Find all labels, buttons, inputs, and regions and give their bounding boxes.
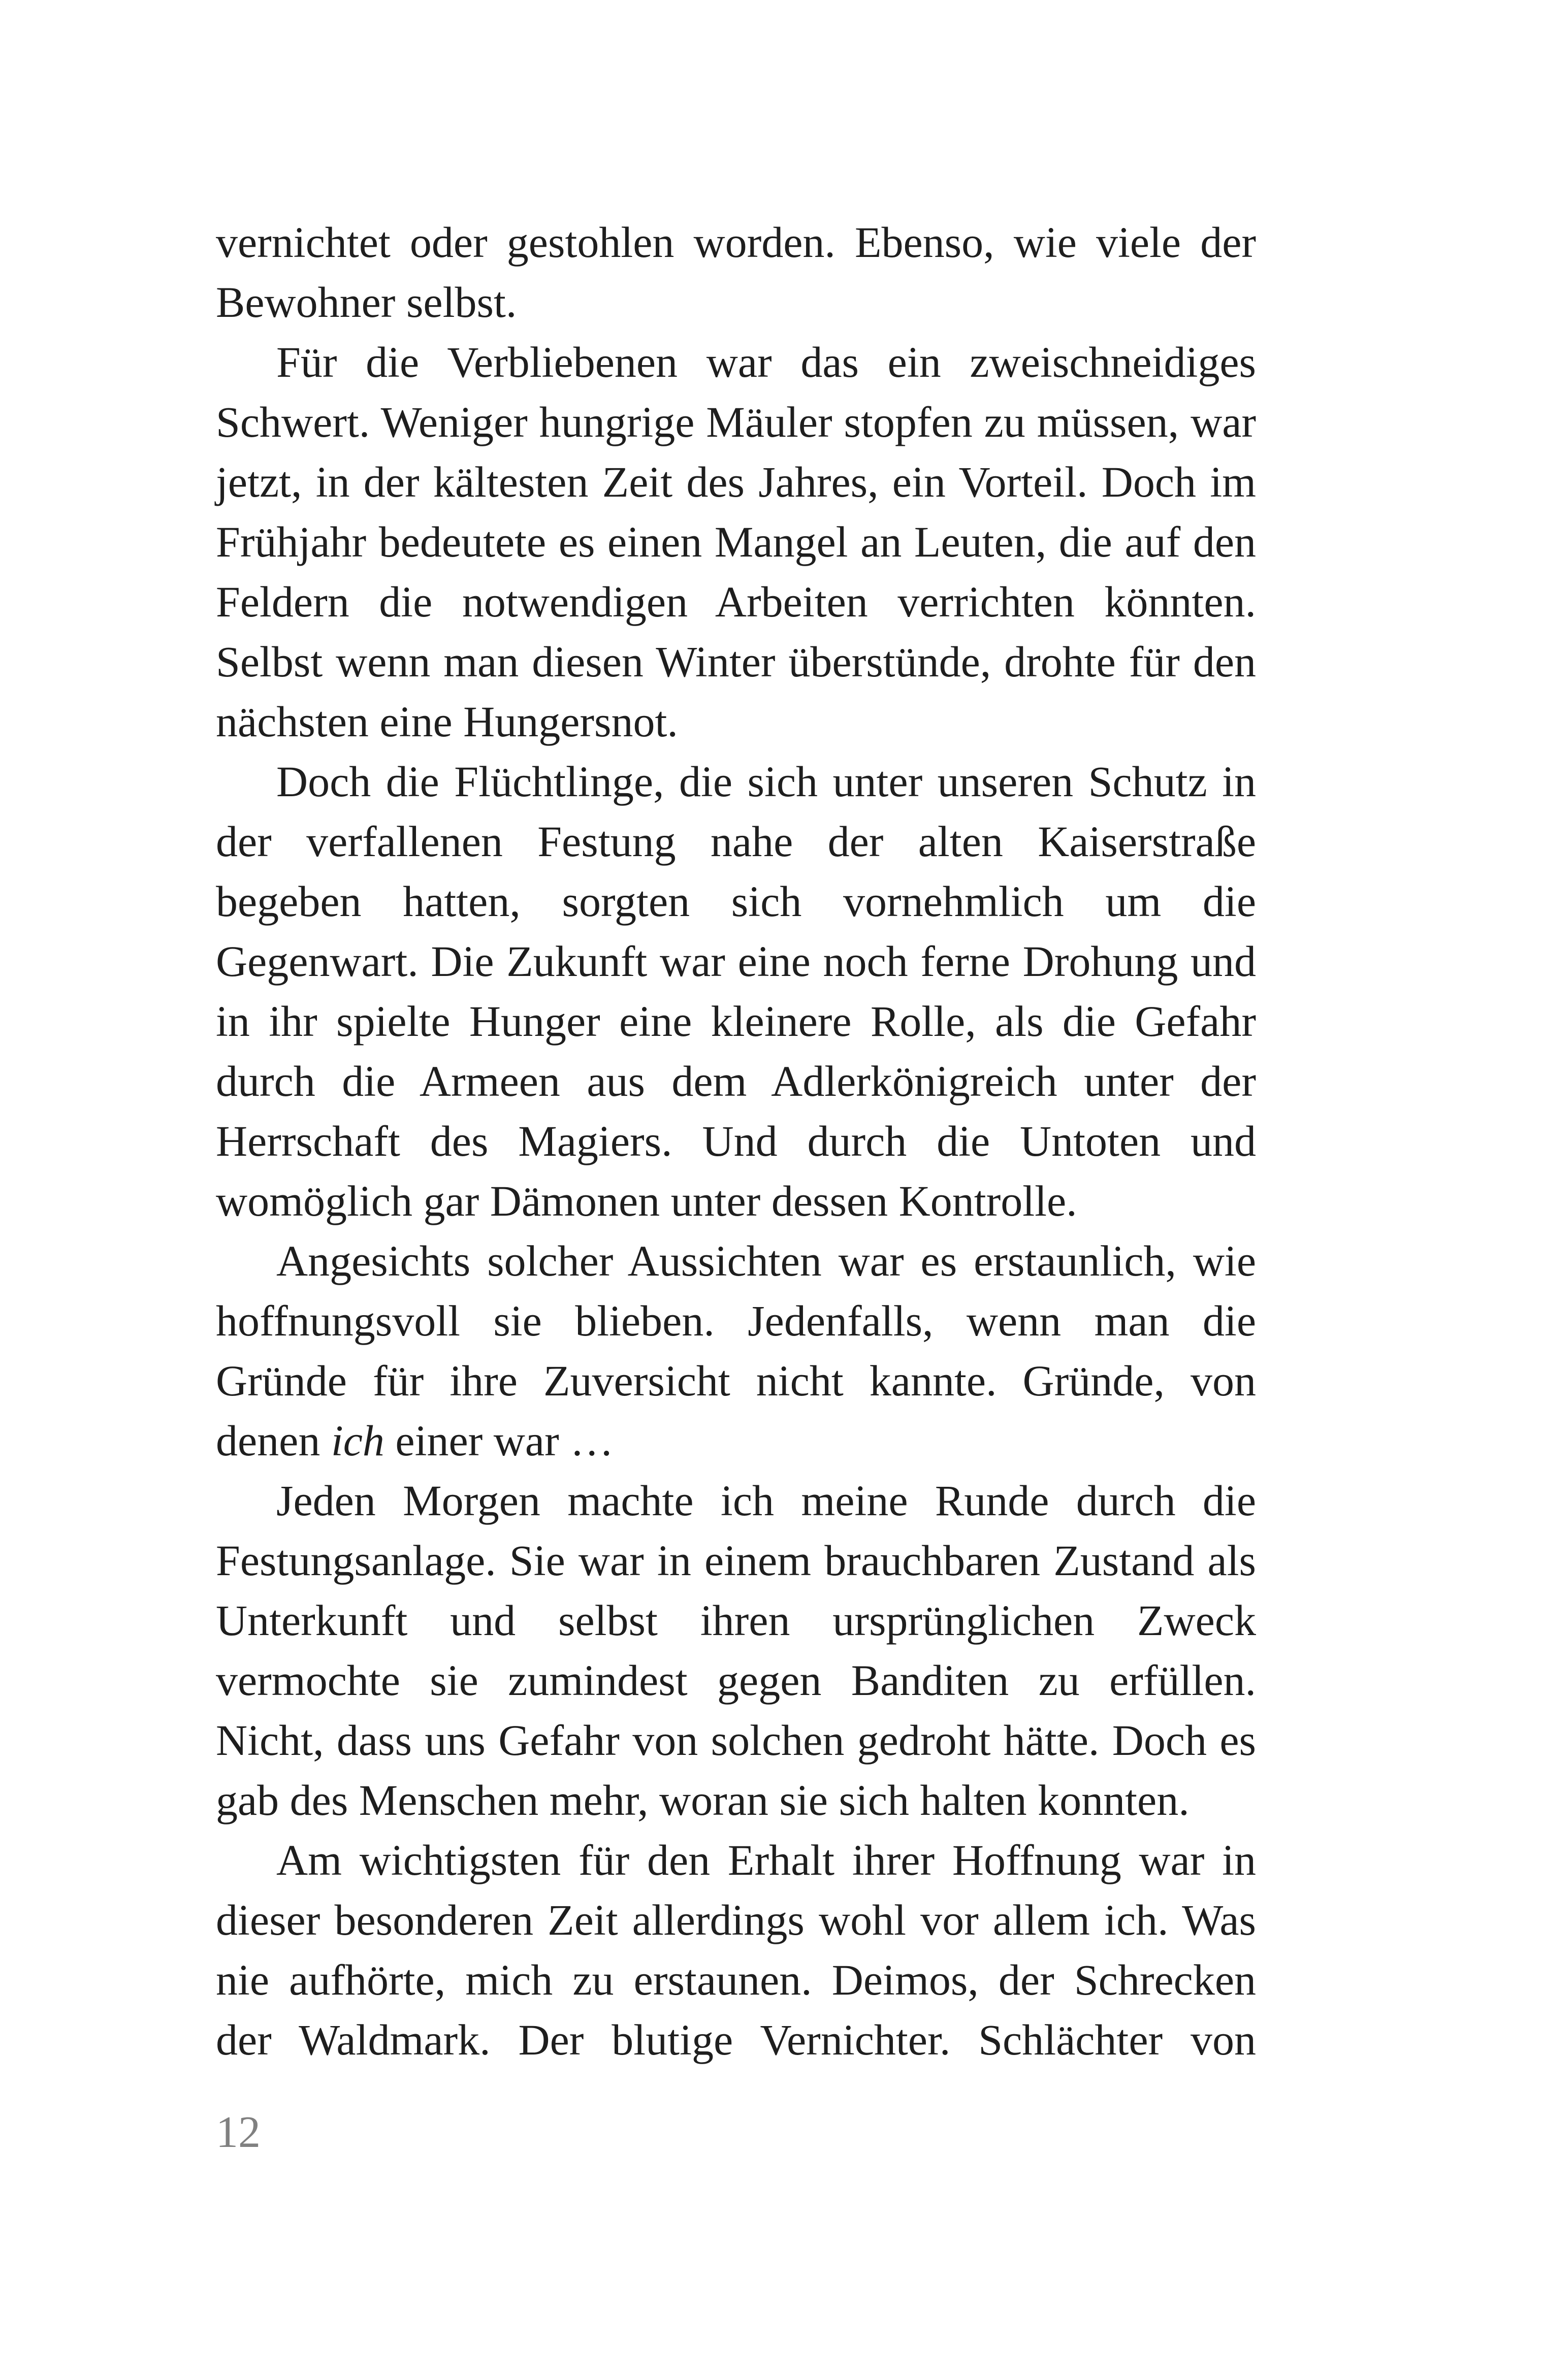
paragraph-text: Doch die Flüchtlinge, die sich unter unseren Schutz in der verfallenen Festung nahe der alten Kaiserstraße begeben hatten, sorgten sich vornehmlich um die Gegenwart. Die Zukunft war eine noch ferne Drohung und in ihr spielte Hunger eine kleinere Rolle, als die Gefahr durch die Armeen aus dem Adlerkönigreich unter der Herrschaft des Magiers. Und durch die Untoten und womöglich gar Dämonen unter dessen Kontrolle. xyxy=(216,757,1256,1225)
paragraph xyxy=(216,332,1256,752)
body-text xyxy=(216,212,1256,2070)
paragraph xyxy=(216,1830,1256,2070)
paragraph xyxy=(216,752,1256,1231)
page-number: 12 xyxy=(216,2108,261,2157)
paragraph-text: Am wichtigsten für den Erhalt ihrer Hoffnung war in dieser besonderen Zeit allerdings wohl vor allem ich. Was nie aufhörte, mich zu erstaunen. Deimos, der Schrecken der Waldmark. Der blutige Vernichter. Schlächter von xyxy=(216,1836,1256,2064)
paragraph-text: Angesichts solcher Aussichten war es erstaunlich, wie hoffnungsvoll sie blieben. Jedenfalls, wenn man die Gründe für ihre Zuversicht nicht kannte. Gründe, von denen xyxy=(216,1236,1256,1465)
italic-text: ich xyxy=(331,1416,384,1465)
paragraph-text: Für die Verbliebenen war das ein zweischneidiges Schwert. Weniger hungrige Mäuler stopfen zu müssen, war jetzt, in der kältesten Zeit des Jahres, ein Vorteil. Doch im Frühjahr bedeutete es einen Mangel an Leuten, die auf den Feldern die notwendigen Arbeiten verrichten könnten. Selbst wenn man diesen Winter überstünde, drohte für den nächsten eine Hungersnot. xyxy=(216,338,1256,746)
paragraph xyxy=(216,1471,1256,1830)
paragraph xyxy=(216,1231,1256,1471)
paragraph-text: einer war … xyxy=(384,1416,614,1465)
paragraph xyxy=(216,212,1256,332)
paragraph-text: vernichtet oder gestohlen worden. Ebenso, wie viele der Bewohner selbst. xyxy=(216,218,1256,327)
paragraph-text: Jeden Morgen machte ich meine Runde durch die Festungsanlage. Sie war in einem brauchbaren Zustand als Unterkunft und selbst ihren ursprünglichen Zweck vermochte sie zumindest gegen Banditen zu erfüllen. Nicht, dass uns Gefahr von solchen gedroht hätte. Doch es gab des Menschen mehr, woran sie sich halten konnten. xyxy=(216,1476,1256,1824)
